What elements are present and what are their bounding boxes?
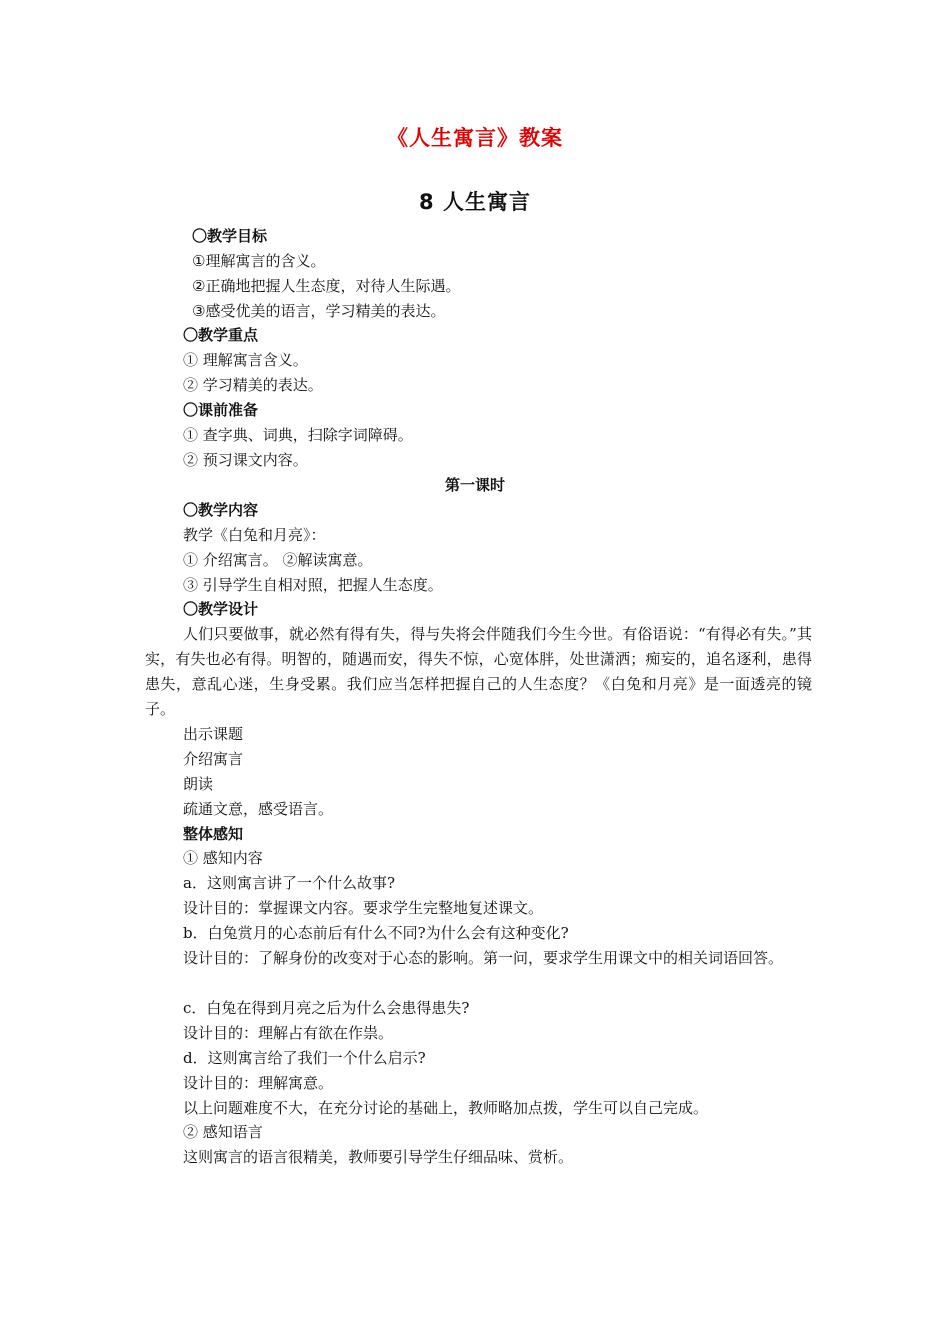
preparation-item: ② 预习课文内容。 <box>183 451 308 469</box>
language-note: 这则寓言的语言很精美，教师要引导学生仔细品味、赏析。 <box>183 1148 574 1166</box>
content-item: ③ 引导学生自相对照，把握人生态度。 <box>183 576 443 594</box>
preparation-item: ① 查字典、词典，扫除字词障碍。 <box>183 426 413 444</box>
overall-heading: 整体感知 <box>183 825 244 843</box>
question-b-purpose: 设计目的：了解身份的改变对于心态的影响。第一问，要求学生用课文中的相关词语回答。 <box>183 949 784 967</box>
design-step: 朗读 <box>183 775 214 793</box>
design-step: 疏通文意，感受语言。 <box>183 800 334 818</box>
content-item: ① 介绍寓言。 ②解读寓意。 <box>183 551 373 569</box>
summary: 以上问题难度不大，在充分讨论的基础上，教师略加点拨，学生可以自己完成。 <box>183 1099 709 1117</box>
key-point-item: ① 理解寓言含义。 <box>183 351 308 369</box>
content-heading: 〇教学内容 <box>183 501 259 519</box>
design-heading: 〇教学设计 <box>183 600 259 618</box>
content-intro: 教学《白兔和月亮》： <box>183 526 326 544</box>
question-c-purpose: 设计目的：理解占有欲在作祟。 <box>183 1024 394 1042</box>
goal-item: ②正确地把握人生态度，对待人生际遇。 <box>192 277 461 295</box>
question-c: c．白兔在得到月亮之后为什么会患得患失? <box>183 999 470 1017</box>
period-title: 第一课时 <box>444 476 505 494</box>
sense-content: ① 感知内容 <box>183 849 263 867</box>
goal-item: ①理解寓言的含义。 <box>192 252 326 270</box>
sense-language: ② 感知语言 <box>183 1123 263 1141</box>
key-point-item: ② 学习精美的表达。 <box>183 376 323 394</box>
lesson-title: 8 人生寓言 <box>419 190 531 214</box>
key-points-heading: 〇教学重点 <box>183 326 259 344</box>
document-title: 《人生寓言》教案 <box>387 126 563 150</box>
design-paragraph: 人们只要做事，就必然有得有失，得与失将会伴随我们今生今世。有俗语说：“有得必有失。”其实，有失也必有得。明智的，随遇而安，得失不惊，心宽体胖，处世潇洒；痴妄的，追名逐利，患得患失，意乱心迷，生身受累。我们应当怎样把握自己的人生态度？《白兔和月亮》是一面透亮的镜子。 <box>145 625 812 718</box>
design-step: 介绍寓言 <box>183 750 244 768</box>
question-a: a．这则寓言讲了一个什么故事? <box>183 874 395 892</box>
question-b: b．白兔赏月的心态前后有什么不同?为什么会有这种变化? <box>183 924 569 942</box>
goals-heading: 〇教学目标 <box>192 227 268 245</box>
question-d: d．这则寓言给了我们一个什么启示? <box>183 1049 426 1067</box>
preparation-heading: 〇课前准备 <box>183 401 259 419</box>
goal-item: ③感受优美的语言，学习精美的表达。 <box>192 302 446 320</box>
question-a-purpose: 设计目的：掌握课文内容。要求学生完整地复述课文。 <box>183 899 544 917</box>
question-d-purpose: 设计目的：理解寓意。 <box>183 1074 334 1092</box>
design-step: 出示课题 <box>183 725 244 743</box>
